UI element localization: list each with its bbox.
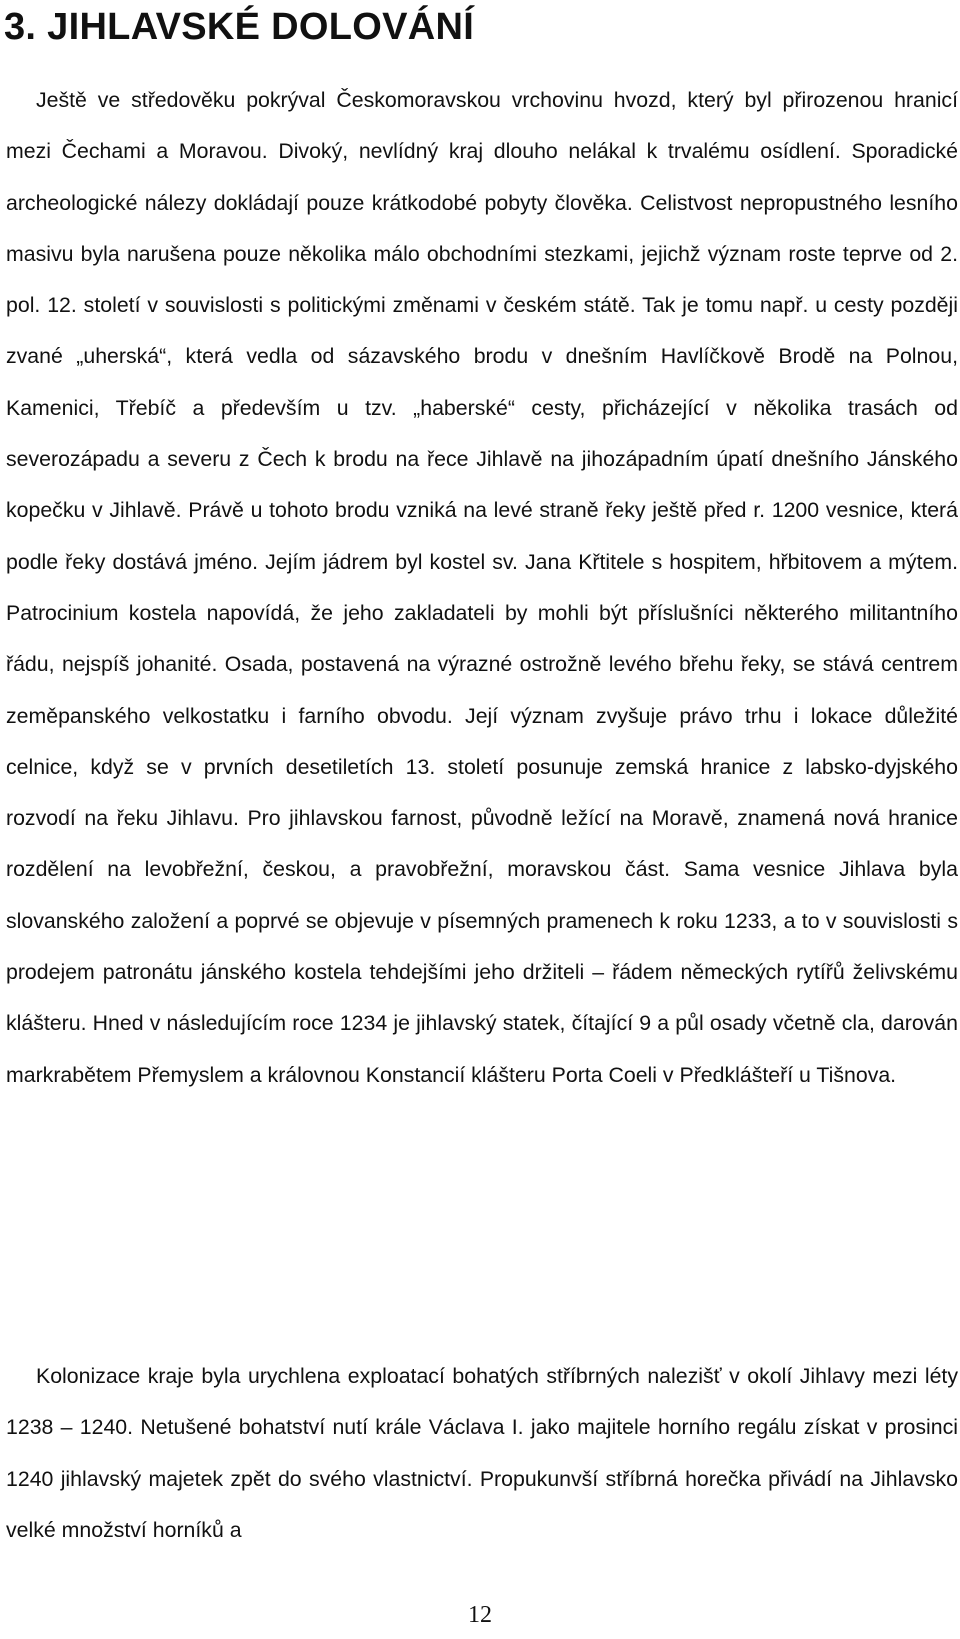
chapter-heading: 3. JIHLAVSKÉ DOLOVÁNÍ [4, 6, 475, 48]
body-paragraph-2: Kolonizace kraje byla urychlena exploatací bohatých stříbrných nalezišť v okolí Jihlavy mezi léty 1238 – 1240. Netušené bohatství nutí krále Václava I. jako majitele horního regálu získat v prosinci 1240 jihlavský majetek zpět do svého vlastnictví. Propukunvší stříbrná horečka přivádí na Jihlavsko velké množství horníků a [6, 1364, 958, 1542]
body-paragraph-1: Ještě ve středověku pokrýval Českomoravskou vrchovinu hvozd, který byl přirozenou hranicí mezi Čechami a Moravou. Divoký, nevlídný kraj dlouho nelákal k trvalému osídlení. Sporadické archeologické nálezy dokládají pouze krátkodobé pobyty člověka. Celistvost nepropustného lesního masivu byla narušena pouze několika málo obchodními stezkami, jejichž význam roste teprve od 2. pol. 12. století v souvislosti s politickými změnami v českém státě. Tak je tomu např. u cesty později zvané „uherská“, která vedla od sázavského brodu v dnešním Havlíčkově Brodě na Polnou, Kamenici, Třebíč a především u tzv. „haberské“ cesty, přicházející v několika trasách od severozápadu a severu z Čech k brodu na řece Jihlavě na jihozápadním úpatí dnešního Jánského kopečku v Jihlavě. Právě u tohoto brodu vzniká na levé straně řeky ještě před r. 1200 vesnice, která podle řeky dostává jméno. Jejím jádrem byl kostel sv. Jana Křtitele s hospitem, hřbitovem a mýtem. Patrocinium kostela napovídá, že jeho zakladateli by mohli být příslušníci některého militantního řádu, nejspíš johanité. Osada, postavená na výrazné ostrožně levého břehu řeky, se stává centrem zeměpanského velkostatku i farního obvodu. Její význam zvyšuje právo trhu i lokace důležité celnice, když se v prvních desetiletích 13. století posunuje zemská hranice z labsko-dyjského rozvodí na řeku Jihlavu. Pro jihlavskou farnost, původně ležící na Moravě, znamená nová hranice rozdělení na levobřežní, českou, a pravobřežní, moravskou část. Sama vesnice Jihlava byla slovanského založení a poprvé se objevuje v písemných pramenech k roku 1233, a to v souvislosti s prodejem patronátu jánského kostela tehdejšími jeho držiteli – řádem německých rytířů želivskému klášteru. Hned v následujícím roce 1234 je jihlavský statek, čítající 9 a půl osady včetně cla, darován markrabětem Přemyslem a královnou Konstancií klášteru Porta Coeli v Předklášteří u Tišnova. [6, 88, 958, 1087]
page-number: 12 [468, 1602, 492, 1628]
